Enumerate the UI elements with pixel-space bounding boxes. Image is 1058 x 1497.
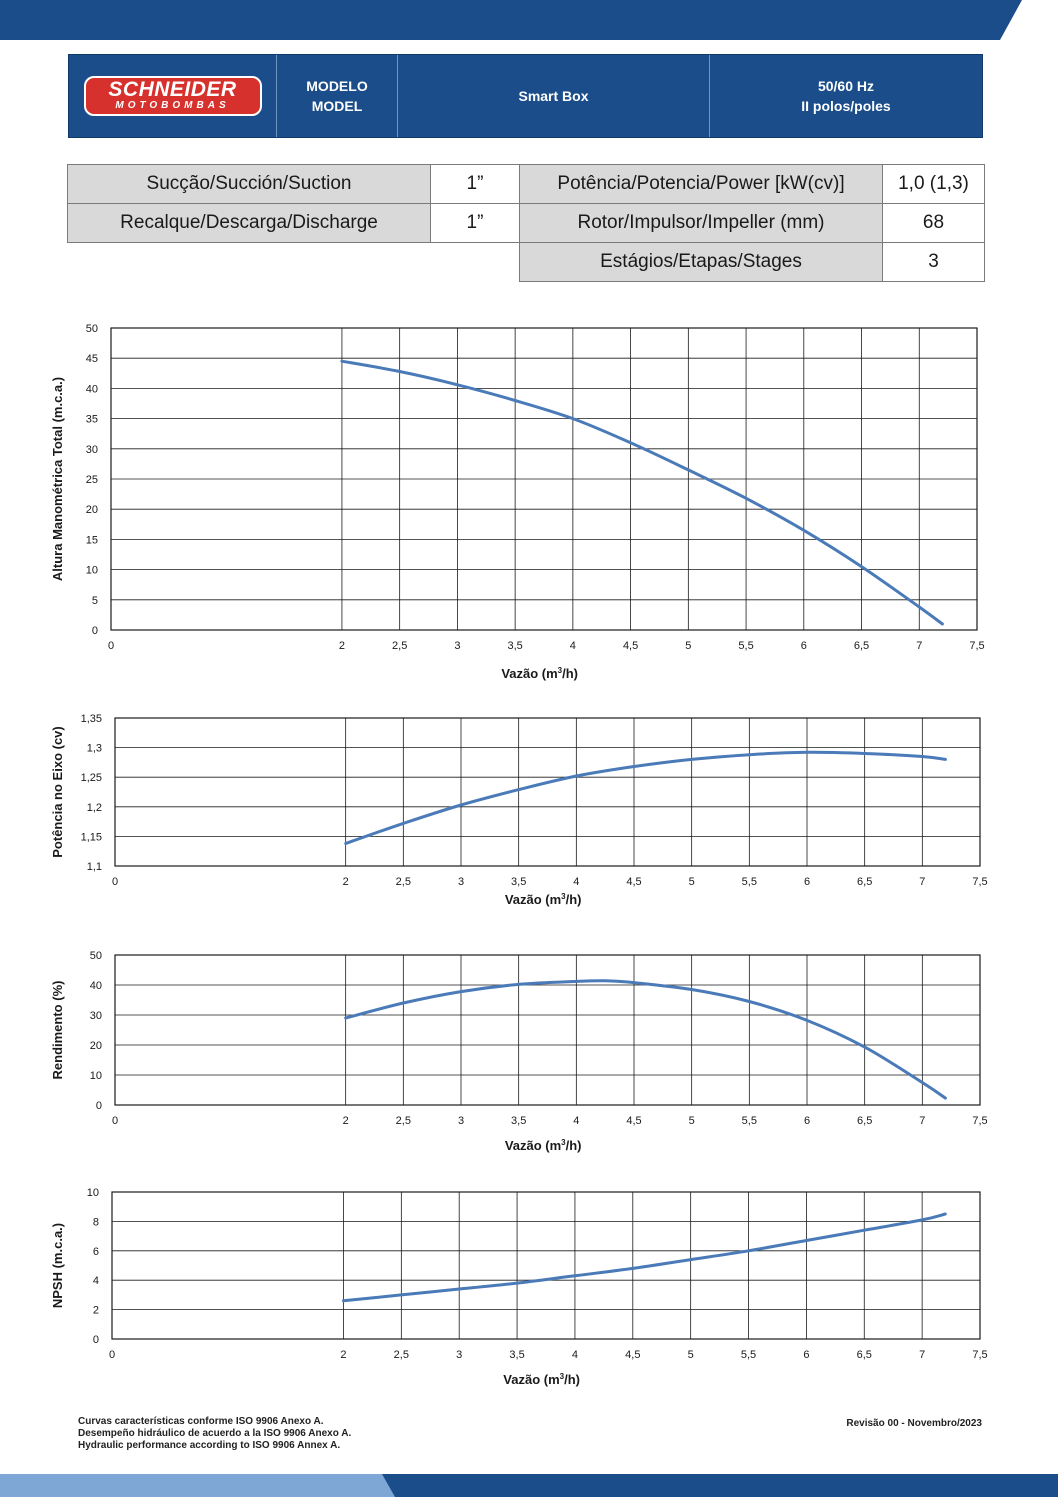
power-x-tick: 3,5 xyxy=(511,876,527,888)
head-x-tick: 3,5 xyxy=(507,640,523,652)
efficiency-x-tick: 2,5 xyxy=(395,1115,411,1127)
spec-table-left xyxy=(67,164,520,243)
header-band xyxy=(68,54,983,138)
schneider-logo xyxy=(84,76,262,116)
head-chart xyxy=(0,320,1058,690)
efficiency-x-tick: 0 xyxy=(111,1115,119,1127)
spec-table-right xyxy=(519,164,985,282)
head-y-tick: 30 xyxy=(85,443,98,456)
head-y-tick: 25 xyxy=(85,474,98,486)
power-label: Potência/Potencia/Power [kW(cv)] xyxy=(520,165,883,204)
head-x-tick: 5,5 xyxy=(738,640,754,652)
suction-value: 1” xyxy=(431,165,520,204)
npsh-chart-svg xyxy=(0,1182,1058,1397)
npsh-x-tick: 4 xyxy=(571,1349,578,1361)
npsh-x-tick: 7 xyxy=(919,1349,926,1361)
npsh-x-tick: 2,5 xyxy=(393,1349,409,1361)
power-x-axis-label: Vazão $(m^3/h)$ xyxy=(504,892,582,907)
power-x-tick: 0 xyxy=(111,876,119,888)
head-y-tick: 15 xyxy=(85,534,98,547)
head-x-tick: 3 xyxy=(454,640,461,652)
head-y-tick: 20 xyxy=(85,504,98,517)
logo-brand-sub: MOTOBOMBAS xyxy=(115,100,230,111)
efficiency-x-tick: 4 xyxy=(573,1115,580,1127)
power-chart-svg xyxy=(0,710,1058,915)
npsh-y-tick: 10 xyxy=(86,1187,99,1199)
npsh-y-tick: 8 xyxy=(92,1216,99,1229)
power-x-tick: 6,5 xyxy=(857,876,873,888)
power-y-tick: 1,15 xyxy=(80,831,102,844)
efficiency-y-tick: 30 xyxy=(89,1010,102,1022)
footer-note-es: Desempeño hidráulico de acuerdo a la ISO 9906 Anexo A. xyxy=(78,1428,352,1439)
npsh-y-tick: 6 xyxy=(92,1245,99,1258)
spec-row-suction xyxy=(68,165,520,204)
head-chart-svg xyxy=(0,320,1058,690)
head-x-tick: 4,5 xyxy=(622,640,639,652)
efficiency-x-tick: 4,5 xyxy=(626,1115,642,1127)
efficiency-y-tick: 50 xyxy=(89,950,102,962)
npsh-x-tick: 6 xyxy=(803,1349,810,1361)
npsh-y-tick: 4 xyxy=(92,1275,99,1288)
head-x-tick: 2,5 xyxy=(392,640,408,652)
npsh-x-tick: 6,5 xyxy=(856,1349,872,1361)
efficiency-x-tick: 6 xyxy=(803,1115,811,1127)
efficiency-x-tick: 3,5 xyxy=(511,1115,527,1127)
spec-row-discharge xyxy=(68,204,520,243)
head-y-tick: 45 xyxy=(85,353,98,366)
power-x-tick: 5 xyxy=(688,876,695,888)
head-y-tick: 35 xyxy=(85,413,98,426)
head-x-axis-label: Vazão $(m^3/h)$ xyxy=(501,666,579,681)
power-x-tick: 4 xyxy=(573,876,580,888)
revision-note: Revisão 00 - Novembro/2023 xyxy=(846,1418,982,1429)
head-x-tick: 2 xyxy=(338,640,345,652)
efficiency-chart-svg xyxy=(0,945,1058,1160)
efficiency-y-tick: 20 xyxy=(89,1040,102,1052)
efficiency-x-axis-label: Vazão $(m^3/h)$ xyxy=(504,1138,582,1153)
npsh-x-tick: 3 xyxy=(456,1349,463,1361)
head-x-tick: 4 xyxy=(569,640,576,652)
spec-row-stages xyxy=(520,243,985,282)
poles: II polos/poles xyxy=(801,98,891,114)
efficiency-plot-frame xyxy=(115,955,980,1105)
power-y-tick: 1,35 xyxy=(80,713,102,725)
power-x-tick: 2,5 xyxy=(395,876,411,888)
npsh-x-tick: 4,5 xyxy=(625,1349,641,1361)
npsh-x-tick: 0 xyxy=(108,1349,116,1361)
head-y-tick: 40 xyxy=(85,383,98,396)
footer-note-pt: Curvas características conforme ISO 9906 Anexo A. xyxy=(78,1416,324,1427)
npsh-chart xyxy=(0,1182,1058,1397)
power-x-tick: 3 xyxy=(457,876,465,888)
frequency-cell xyxy=(710,55,982,137)
efficiency-x-tick: 6,5 xyxy=(857,1115,873,1127)
power-y-tick: 1,2 xyxy=(86,801,102,814)
efficiency-x-tick: 5 xyxy=(688,1115,695,1127)
npsh-x-tick: 5 xyxy=(687,1349,694,1361)
frequency: 50/60 Hz xyxy=(817,78,875,94)
logo-cell xyxy=(69,55,277,137)
top-banner xyxy=(0,0,1058,40)
efficiency-x-tick: 2 xyxy=(342,1115,349,1127)
suction-label: Sucção/Succión/Suction xyxy=(68,165,431,204)
efficiency-y-axis-label: Rendimento (%) xyxy=(50,980,65,1080)
efficiency-y-tick: 10 xyxy=(89,1070,102,1082)
npsh-x-axis-label: Vazão $(m^3/h)$ xyxy=(503,1372,581,1387)
head-x-tick: 6 xyxy=(800,640,807,652)
model-label-pt: MODELO xyxy=(306,78,368,94)
power-x-tick: 7,5 xyxy=(972,876,988,888)
power-x-tick: 5,5 xyxy=(741,876,757,888)
head-y-tick: 50 xyxy=(85,323,98,335)
stages-value: 3 xyxy=(883,243,985,282)
head-x-tick: 6,5 xyxy=(853,640,870,652)
stages-label: Estágios/Etapas/Stages xyxy=(520,243,883,282)
head-y-tick: 5 xyxy=(91,594,98,607)
efficiency-x-tick: 7 xyxy=(919,1115,926,1127)
logo-brand-main: SCHNEIDER xyxy=(108,78,237,101)
efficiency-x-tick: 7,5 xyxy=(972,1115,988,1127)
power-chart xyxy=(0,710,1058,915)
power-value: 1,0 (1,3) xyxy=(883,165,985,204)
efficiency-y-tick: 40 xyxy=(89,980,102,992)
power-x-tick: 4,5 xyxy=(626,876,642,888)
head-x-tick: 5 xyxy=(685,640,692,652)
model-name-cell xyxy=(398,55,710,137)
npsh-y-tick: 2 xyxy=(92,1304,99,1317)
discharge-label: Recalque/Descarga/Discharge xyxy=(68,204,431,243)
efficiency-x-tick: 3 xyxy=(457,1115,465,1127)
head-x-tick: 0 xyxy=(107,640,115,652)
efficiency-x-tick: 5,5 xyxy=(741,1115,757,1127)
power-x-tick: 7 xyxy=(919,876,926,888)
power-x-tick: 2 xyxy=(342,876,349,888)
npsh-plot-frame xyxy=(112,1192,980,1339)
spec-row-power xyxy=(520,165,985,204)
model-label-en: MODEL xyxy=(311,98,363,114)
impeller-value: 68 xyxy=(883,204,985,243)
power-y-tick: 1,25 xyxy=(80,772,102,785)
power-y-axis-label: Potência no Eixo (cv) xyxy=(50,726,65,858)
npsh-y-axis-label: NPSH (m.c.a.) xyxy=(50,1222,65,1309)
head-x-tick: 7,5 xyxy=(969,640,985,652)
impeller-label: Rotor/Impulsor/Impeller (mm) xyxy=(520,204,883,243)
efficiency-chart xyxy=(0,945,1058,1160)
power-y-tick: 1,3 xyxy=(86,742,102,755)
npsh-x-tick: 2 xyxy=(340,1349,347,1361)
footer-note-en: Hydraulic performance according to ISO 9906 Annex A. xyxy=(78,1440,341,1451)
power-x-tick: 6 xyxy=(803,876,811,888)
head-y-tick: 10 xyxy=(85,564,98,577)
head-x-tick: 7 xyxy=(916,640,923,652)
model-name: Smart Box xyxy=(518,88,589,104)
spec-row-impeller xyxy=(520,204,985,243)
bottom-banner xyxy=(0,1474,1058,1497)
power-y-tick: 1,1 xyxy=(86,861,102,873)
npsh-x-tick: 3,5 xyxy=(509,1349,525,1361)
model-label-cell xyxy=(277,55,398,137)
npsh-y-tick: 0 xyxy=(92,1334,99,1346)
footer-notes xyxy=(78,1416,351,1452)
power-plot-frame xyxy=(115,718,980,866)
npsh-x-tick: 7,5 xyxy=(972,1349,988,1361)
npsh-x-tick: 5,5 xyxy=(740,1349,757,1361)
head-y-tick: 0 xyxy=(91,625,98,637)
head-y-axis-label: Altura Manométrica Total (m.c.a.) xyxy=(50,376,65,582)
efficiency-y-tick: 0 xyxy=(95,1100,102,1112)
discharge-value: 1” xyxy=(431,204,520,243)
